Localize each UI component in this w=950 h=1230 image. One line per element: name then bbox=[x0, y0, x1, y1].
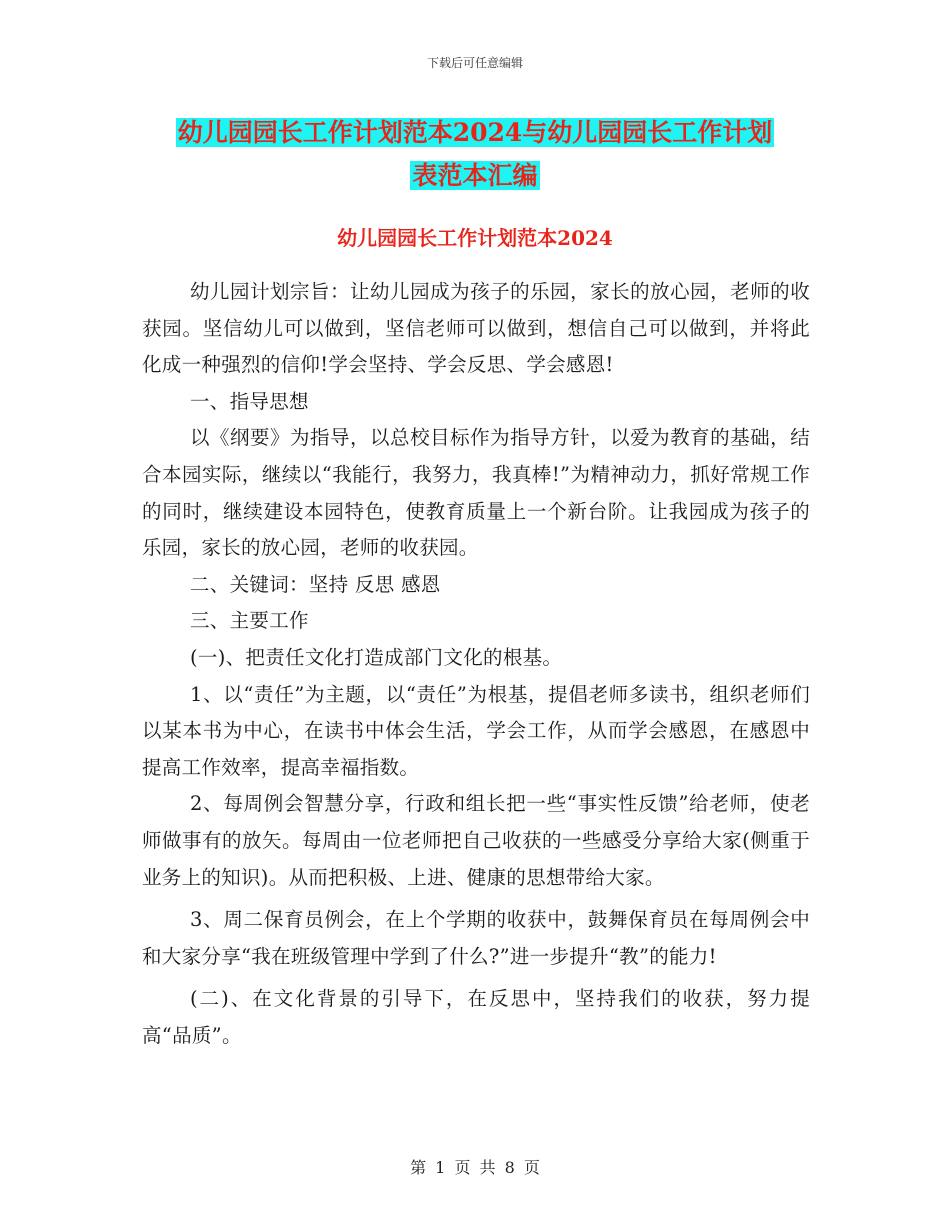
subheading-responsibility-culture: (一)、把责任文化打造成部门文化的根基。 bbox=[190, 645, 563, 669]
paragraph-guiding-thought: 以《纲要》为指导，以总校目标作为指导方针，以爱为教育的基础，结合本园实际，继续以“我能行，我努力，我真棒!”为精神动力，抓好常规工作的同时，继续建设本园特色，使教育质量上一个新台阶。让我园成为孩子的乐园，家长的放心园，老师的收获园。 bbox=[142, 426, 810, 560]
page-footer: 第 1 页 共 8 页 bbox=[410, 1158, 540, 1177]
heading-guiding-thought: 一、指导思想 bbox=[190, 389, 309, 413]
paragraph-item-3: 3、周二保育员例会，在上个学期的收获中，鼓舞保育员在每周例会中和大家分享“我在班级管理中学到了什么?”进一步提升“教”的能力! bbox=[142, 908, 810, 968]
subheading-reflection: (二)、在文化背景的引导下，在反思中，坚持我们的收获，努力提高“品质”。 bbox=[142, 987, 810, 1047]
title-highlight: 幼儿园园长工作计划范本2024与幼儿园园长工作计划 bbox=[177, 118, 773, 147]
header-note: 下载后可任意编辑 bbox=[426, 56, 523, 70]
section-title: 幼儿园园长工作计划范本2024 bbox=[337, 226, 613, 250]
title-highlight: 表范本汇编 bbox=[412, 161, 538, 190]
document-title-line-1 bbox=[0, 113, 950, 149]
paragraph-purpose: 幼儿园计划宗旨：让幼儿园成为孩子的乐园，家长的放心园，老师的收获园。坚信幼儿可以做到，坚信老师可以做到，想信自己可以做到，并将此化成一种强烈的信仰!学会坚持、学会反思、学会感恩! bbox=[142, 280, 810, 377]
paragraph-item-2: 2、每周例会智慧分享，行政和组长把一些“事实性反馈”给老师，使老师做事有的放矢。每周由一位老师把自己收获的一些感受分享给大家(侧重于业务上的知识)。从而把积极、上进、健康的思想带给大家。 bbox=[142, 792, 810, 889]
document-title-line-2 bbox=[0, 156, 950, 192]
document-body bbox=[142, 274, 810, 1054]
heading-keywords: 二、关键词：坚持 反思 感恩 bbox=[190, 572, 441, 596]
paragraph-item-1: 1、以“责任”为主题，以“责任”为根基，提倡老师多读书，组织老师们以某本书为中心，在读书中体会生活，学会工作，从而学会感恩，在感恩中提高工作效率，提高幸福指数。 bbox=[142, 682, 810, 779]
heading-main-work: 三、主要工作 bbox=[190, 609, 309, 633]
